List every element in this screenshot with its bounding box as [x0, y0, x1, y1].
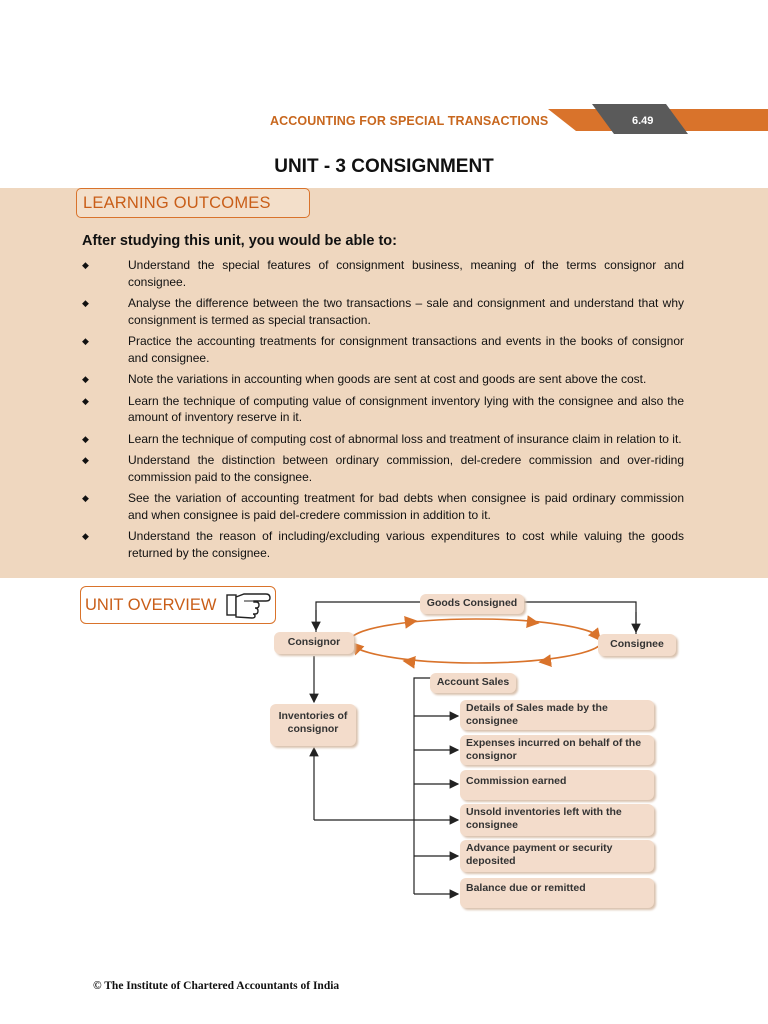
diamond-bullet-icon: ◆ — [82, 336, 89, 346]
account-sales-item-label: Unsold inventories left with the consignee — [466, 806, 622, 831]
consignee-node — [598, 634, 676, 656]
outcome-text: Note the variations in accounting when goods are sent at cost and goods are sent above the cost. — [128, 372, 647, 386]
diamond-bullet-icon: ◆ — [82, 493, 89, 503]
outcome-text: Analyse the difference between the two transactions – sale and consignment and understand that why consignment is termed as special transaction. — [128, 296, 684, 327]
account-sales-item-node — [460, 735, 654, 765]
account-sales-item-node — [460, 878, 654, 908]
account-sales-item-label: Balance due or remitted — [466, 882, 586, 894]
outcome-text: Learn the technique of computing cost of abnormal loss and treatment of insurance claim in relation to it. — [128, 431, 682, 446]
goods-consigned-node — [420, 594, 524, 614]
account-sales-item-node — [460, 700, 654, 730]
outcome-text: Understand the reason of including/excluding various expenditures to cost while valuing the goods returned by the consignee. — [128, 529, 684, 560]
account-sales-item-node — [460, 804, 654, 836]
goods-consigned-label: Goods Consigned — [426, 597, 518, 609]
outcome-text: Understand the distinction between ordinary commission, del-credere commission and over-riding commission paid to the consignee. — [128, 453, 684, 484]
account-sales-item-label: Commission earned — [466, 775, 567, 787]
copyright-footer: © The Institute of Chartered Accountants of India — [93, 980, 340, 992]
account-sales-item-label: Expenses incurred on behalf of the consignor — [466, 737, 642, 762]
consignor-label: Consignor — [287, 636, 341, 648]
account-sales-item-node — [460, 770, 654, 800]
outcome-text: See the variation of accounting treatment for bad debts when consignee is paid ordinary commission and when consignee is paid del-credere commission in addition to it. — [128, 491, 684, 522]
account-sales-item-node — [460, 840, 654, 872]
unit-overview-heading: UNIT OVERVIEW — [85, 596, 217, 614]
account-sales-item-label: Details of Sales made by the consignee — [466, 702, 608, 727]
diamond-bullet-icon: ◆ — [82, 433, 89, 444]
account-sales-label: Account Sales — [436, 676, 510, 688]
running-header-title: ACCOUNTING FOR SPECIAL TRANSACTIONS — [270, 114, 549, 128]
unit-title: UNIT - 3 CONSIGNMENT — [274, 156, 494, 177]
outcomes-intro: After studying this unit, you would be able to: — [82, 233, 397, 249]
diamond-bullet-icon: ◆ — [82, 260, 89, 270]
diamond-bullet-icon: ◆ — [82, 374, 89, 384]
consignor-node — [274, 632, 354, 654]
consignee-label: Consignee — [610, 638, 664, 650]
diamond-bullet-icon: ◆ — [82, 531, 89, 541]
account-sales-node — [430, 673, 516, 693]
diamond-bullet-icon: ◆ — [82, 298, 89, 308]
learning-outcomes-heading: LEARNING OUTCOMES — [83, 194, 271, 212]
outcome-text: Practice the accounting treatments for consignment transactions and events in the books of consignor and consignee. — [128, 334, 684, 365]
inventories-label: Inventories of consignor — [278, 710, 348, 735]
inventories-node — [270, 704, 356, 746]
outcome-text: Learn the technique of computing value of consignment inventory lying with the consignee and also the amount of inventory reserve in it. — [128, 393, 684, 424]
diamond-bullet-icon: ◆ — [82, 455, 89, 465]
diamond-bullet-icon: ◆ — [82, 395, 89, 406]
outcome-text: Understand the special features of consignment business, meaning of the terms consignor and consignee. — [128, 258, 684, 289]
account-sales-item-label: Advance payment or security deposited — [466, 842, 613, 867]
page-number: 6.49 — [632, 115, 654, 127]
